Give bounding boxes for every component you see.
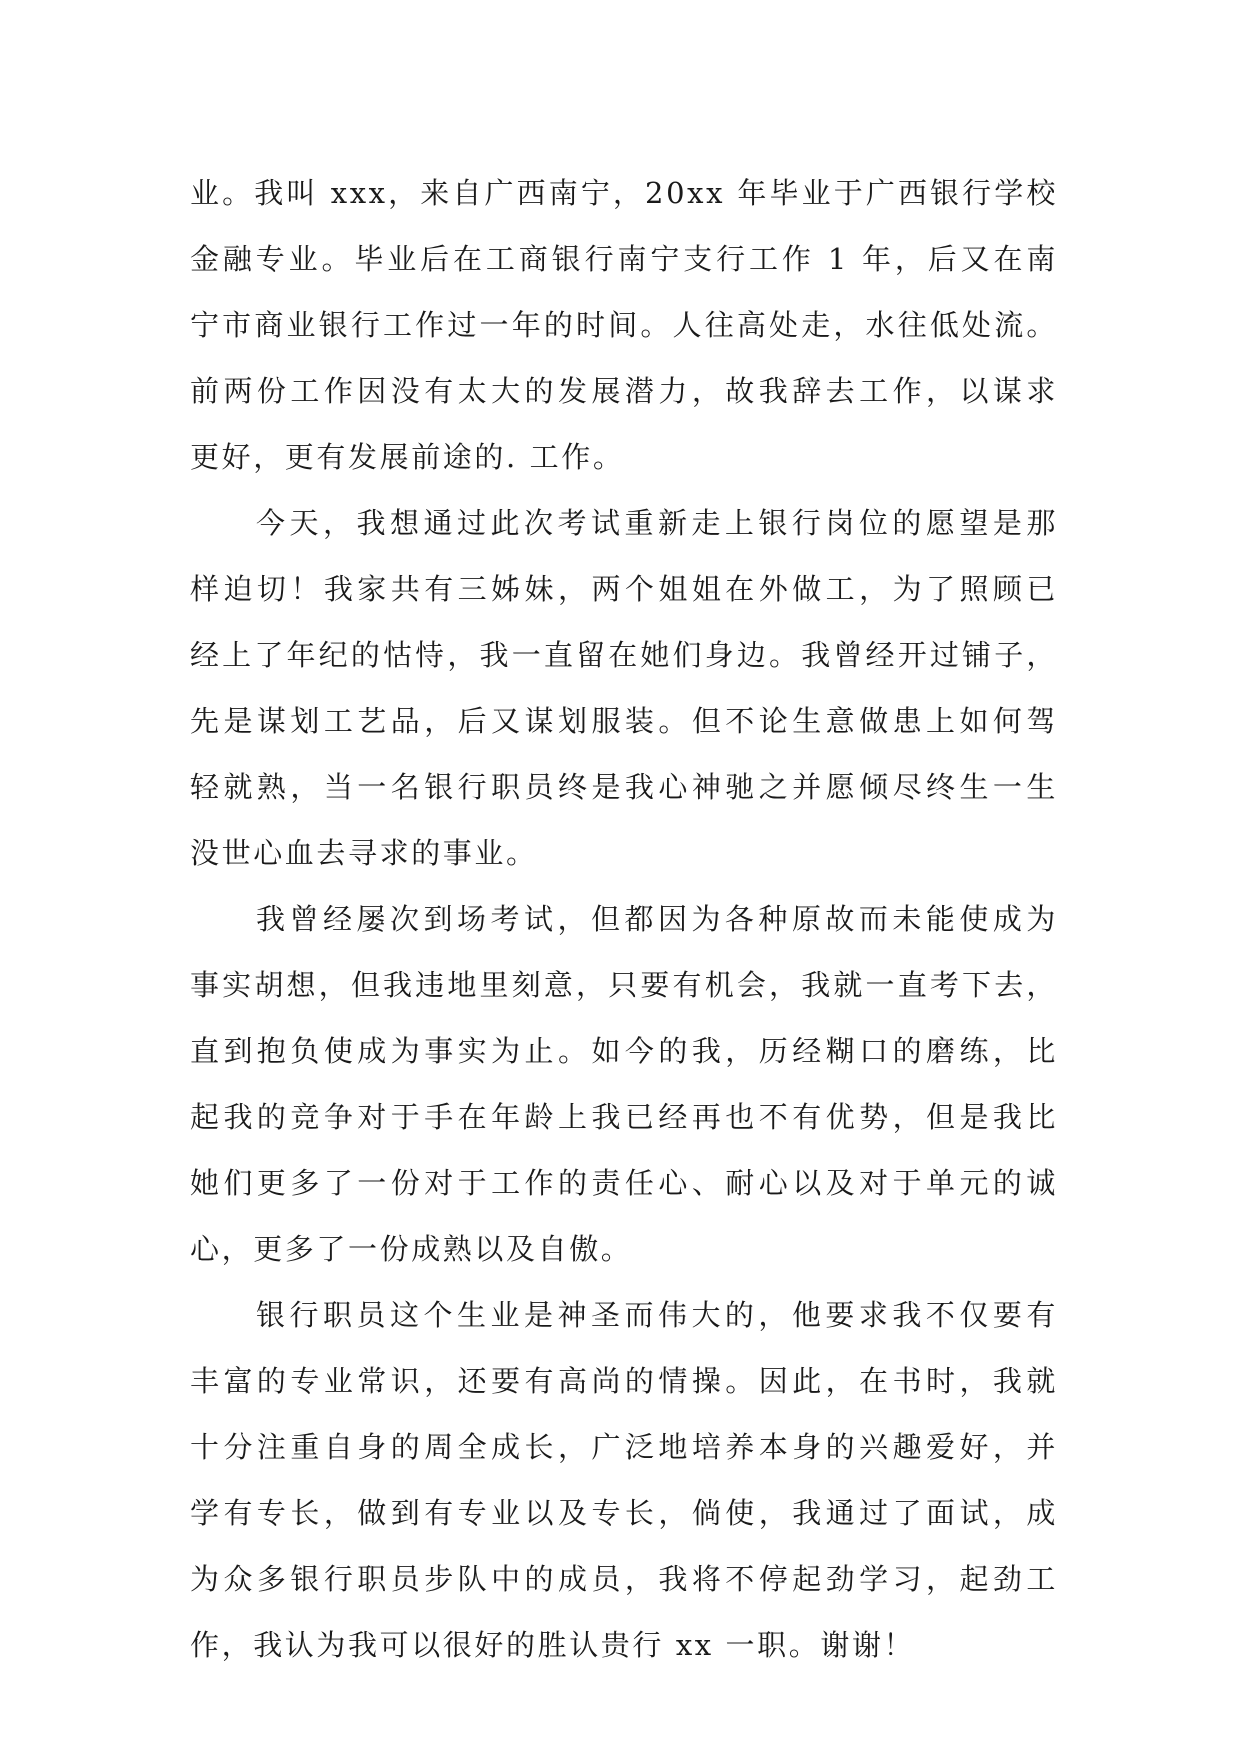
text-line: 今天，我想通过此次考试重新走上银行岗位的愿望是那	[256, 506, 1058, 540]
text-line: 金融专业。毕业后在工商银行南宁支行工作 1 年，后又在南	[190, 242, 1058, 276]
text-line: 先是谋划工艺品，后又谋划服装。但不论生意做患上如何驾	[190, 704, 1058, 738]
text-line: 业。我叫 xxx，来自广西南宁，20xx 年毕业于广西银行学校	[190, 176, 1058, 210]
text-line: 她们更多了一份对于工作的责任心、耐心以及对于单元的诚	[190, 1166, 1058, 1200]
text-line: 作，我认为我可以很好的胜认贵行 xx 一职。谢谢！	[190, 1628, 916, 1662]
text-line: 宁市商业银行工作过一年的时间。人往高处走，水往低处流。	[190, 308, 1058, 342]
text-line: 起我的竞争对于手在年龄上我已经再也不有优势，但是我比	[190, 1100, 1058, 1134]
text-line: 没世心血去寻求的事业。	[190, 836, 538, 870]
text-line: 前两份工作因没有太大的发展潜力，故我辞去工作，以谋求	[190, 374, 1058, 408]
text-line: 经上了年纪的怙恃，我一直留在她们身边。我曾经开过铺子，	[190, 638, 1058, 672]
text-line: 样迫切！我家共有三姊妹，两个姐姐在外做工，为了照顾已	[190, 572, 1058, 606]
text-line: 银行职员这个生业是神圣而伟大的，他要求我不仅要有	[256, 1298, 1058, 1332]
text-line: 十分注重自身的周全成长，广泛地培养本身的兴趣爱好，并	[190, 1430, 1058, 1464]
text-line: 我曾经屡次到场考试，但都因为各种原故而未能使成为	[256, 902, 1058, 936]
text-line: 直到抱负使成为事实为止。如今的我，历经糊口的磨练，比	[190, 1034, 1058, 1068]
document-body	[190, 160, 1058, 1678]
text-line: 为众多银行职员步队中的成员，我将不停起劲学习，起劲工	[190, 1562, 1058, 1596]
text-line: 心，更多了一份成熟以及自傲。	[190, 1232, 633, 1266]
text-line: 丰富的专业常识，还要有高尚的情操。因此，在书时，我就	[190, 1364, 1058, 1398]
text-line: 学有专长，做到有专业以及专长，倘使，我通过了面试，成	[190, 1496, 1058, 1530]
text-line: 事实胡想，但我违地里刻意，只要有机会，我就一直考下去，	[190, 968, 1058, 1002]
text-line: 更好，更有发展前途的. 工作。	[190, 440, 625, 474]
text-line: 轻就熟，当一名银行职员终是我心神驰之并愿倾尽终生一生	[190, 770, 1058, 804]
